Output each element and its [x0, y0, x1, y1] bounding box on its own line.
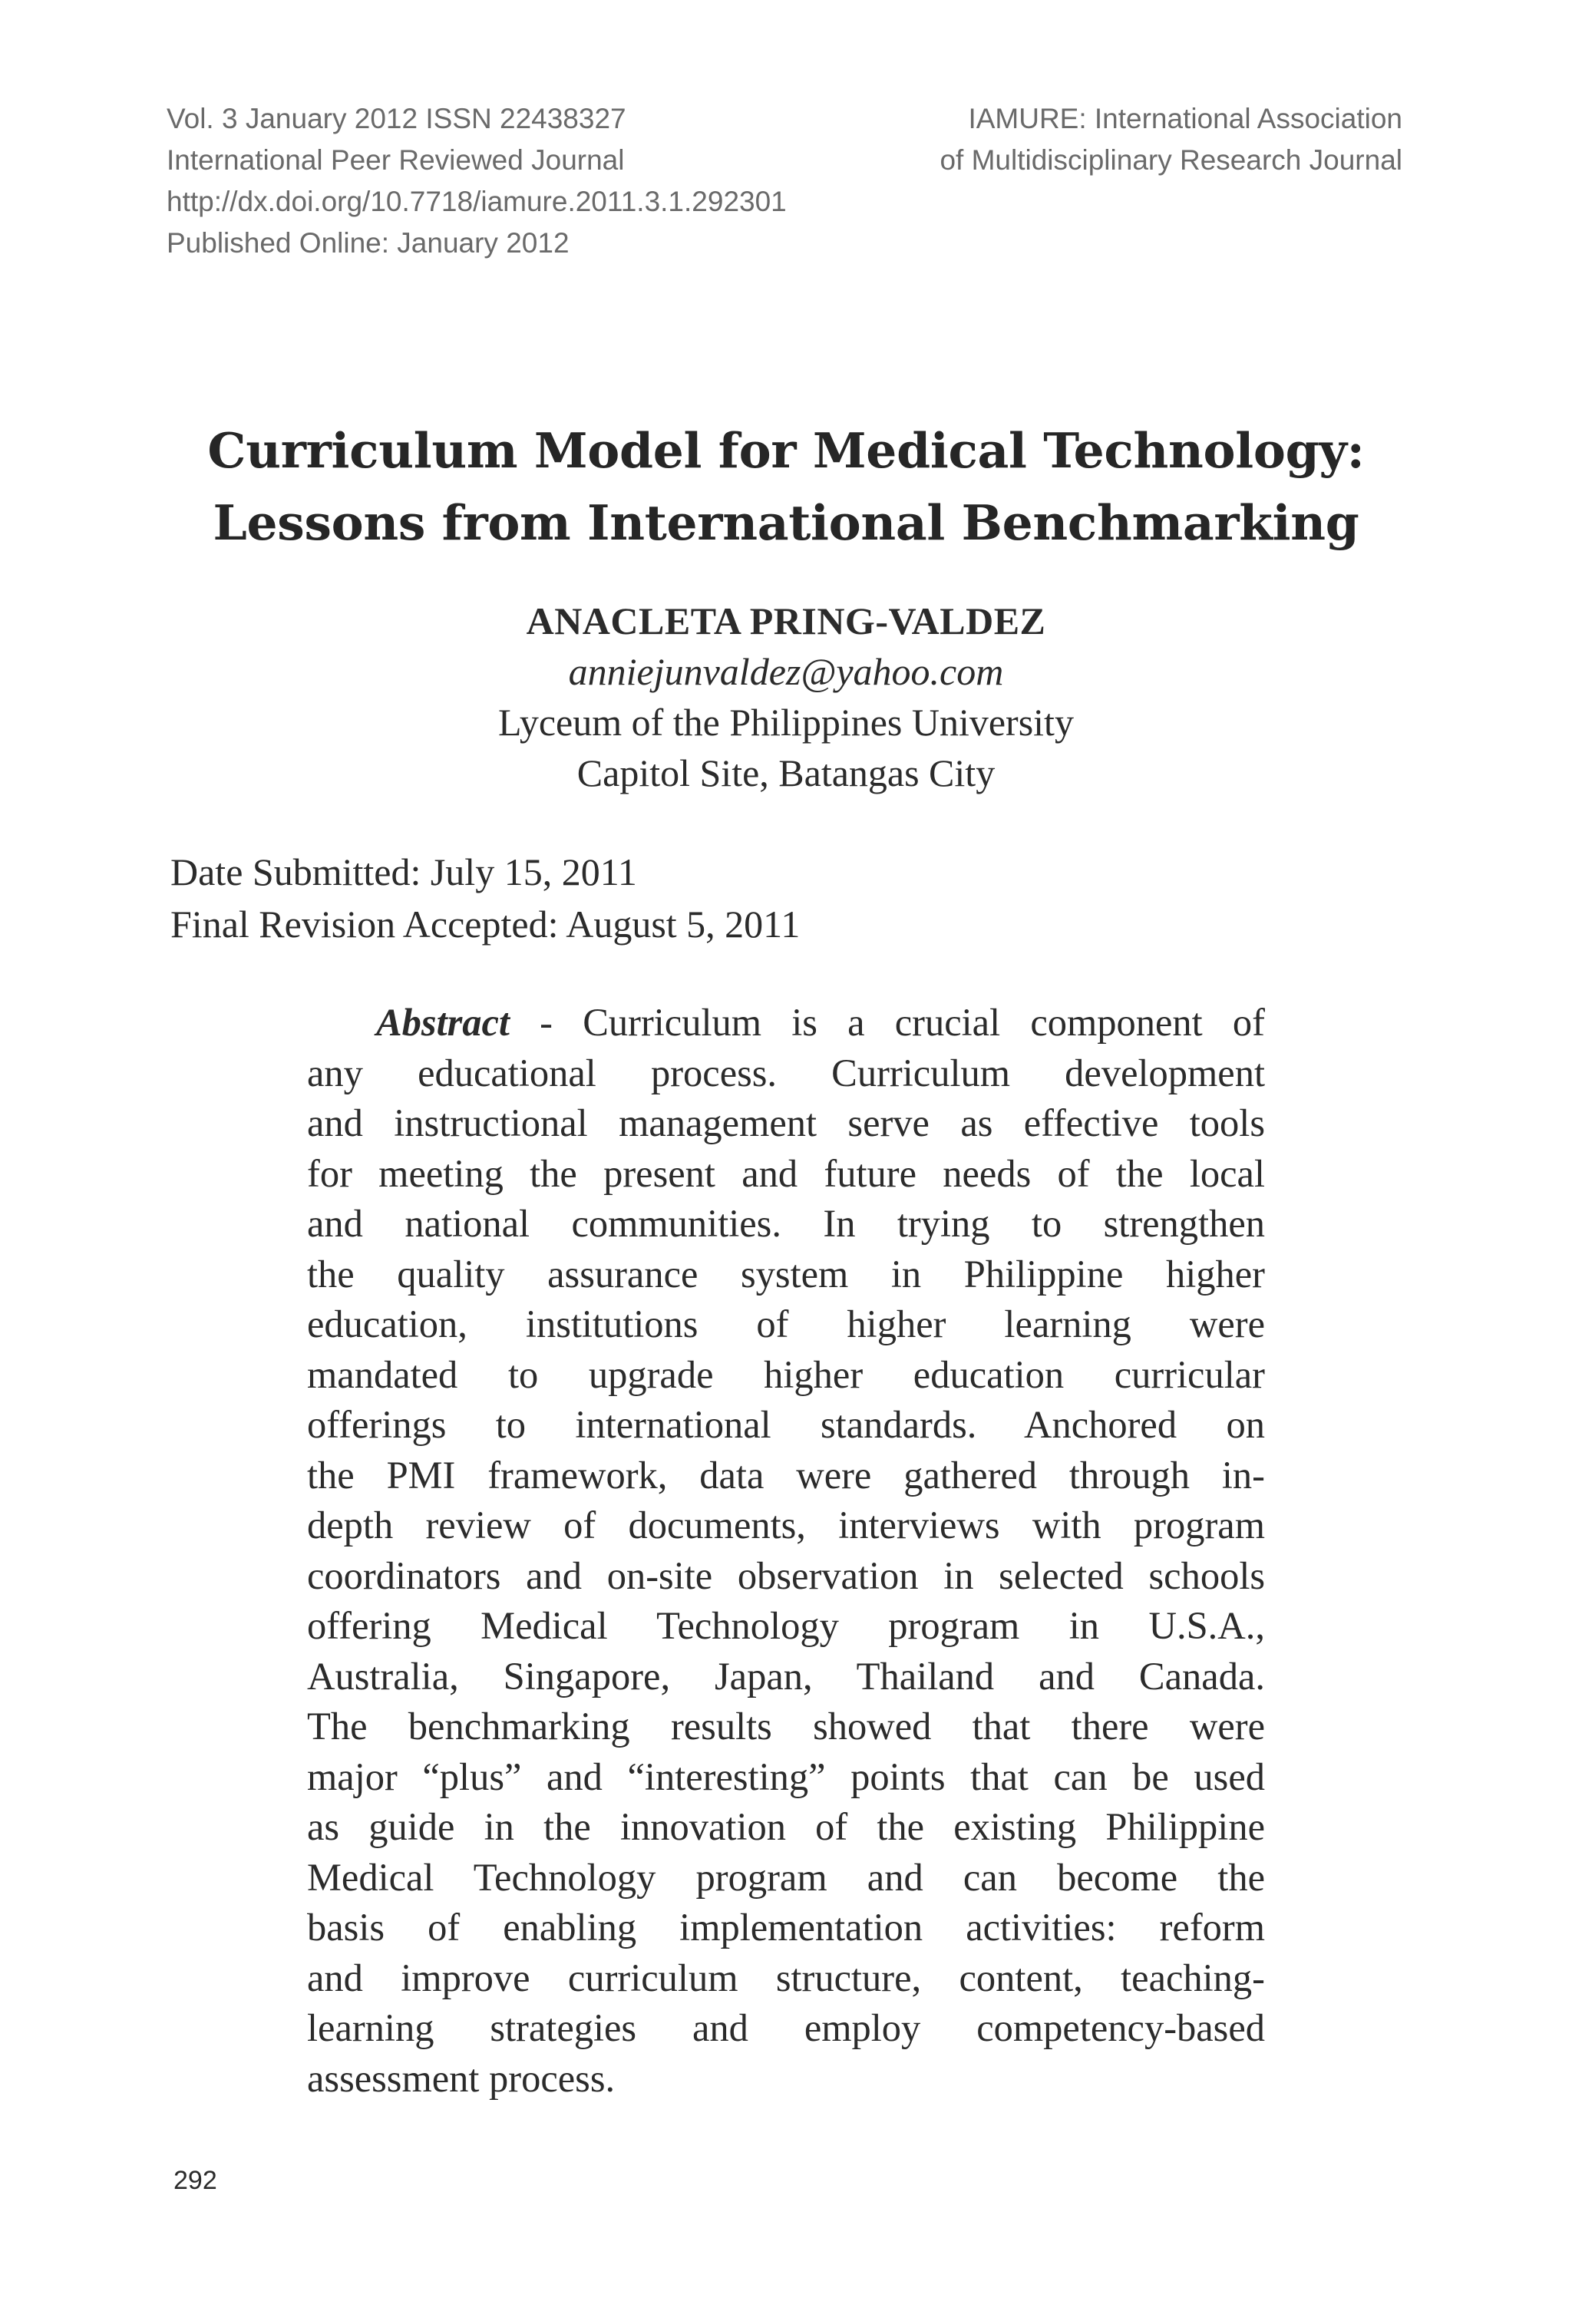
journal-review-type: International Peer Reviewed Journal — [167, 144, 625, 176]
paper-title — [0, 414, 1572, 559]
page-number: 292 — [173, 2166, 217, 2195]
author-location: Capitol Site, Batangas City — [576, 751, 996, 794]
journal-published-online: Published Online: January 2012 — [167, 227, 570, 259]
date-submitted: Date Submitted: July 15, 2011 — [170, 850, 637, 893]
journal-name-line-1: IAMURE: International Association — [968, 103, 1402, 134]
journal-name-block — [940, 98, 1402, 181]
date-accepted: Final Revision Accepted: August 5, 2011 — [170, 903, 801, 946]
abstract-line: Medical Technology program and can become the — [307, 1855, 1265, 1899]
abstract-line: and instructional management serve as effective tools — [307, 1101, 1265, 1144]
author-block — [0, 596, 1572, 798]
abstract-line: depth review of documents, interviews with program — [307, 1504, 1265, 1547]
abstract-line: the PMI framework, data were gathered through in- — [307, 1453, 1265, 1497]
abstract-line: any educational process. Curriculum development — [307, 1051, 1265, 1094]
submission-dates — [170, 846, 800, 950]
paper-title-line-1: Curriculum Model for Medical Technology: — [207, 422, 1365, 479]
abstract-line: the quality assurance system in Philippine higher — [307, 1252, 1265, 1296]
journal-name-line-2: of Multidisciplinary Research Journal — [940, 144, 1402, 176]
abstract-first-line-text: - Curriculum is a crucial component of — [509, 1001, 1265, 1044]
author-affiliation: Lyceum of the Philippines University — [498, 701, 1074, 744]
abstract-line — [307, 998, 1265, 1048]
journal-doi: http://dx.doi.org/10.7718/iamure.2011.3.1.292301 — [167, 186, 787, 217]
abstract-line: basis of enabling implementation activities: reform — [307, 1906, 1265, 1949]
paper-title-line-2: Lessons from International Benchmarking — [213, 494, 1359, 551]
abstract-line: assessment process. — [307, 2056, 616, 2100]
abstract-line: Australia, Singapore, Japan, Thailand and Canada. — [307, 1654, 1265, 1698]
abstract-line: and national communities. In trying to strengthen — [307, 1202, 1265, 1245]
author-name: ANACLETA PRING-VALDEZ — [526, 599, 1046, 642]
abstract — [307, 998, 1265, 2104]
abstract-label: Abstract — [376, 1001, 510, 1044]
abstract-line: as guide in the innovation of the existing Philippine — [307, 1805, 1265, 1848]
abstract-line: The benchmarking results showed that there were — [307, 1705, 1265, 1748]
abstract-line: learning strategies and employ competency-based — [307, 2006, 1265, 2049]
abstract-line: offerings to international standards. Anchored on — [307, 1403, 1265, 1446]
journal-info-block — [167, 98, 787, 264]
abstract-line: and improve curriculum structure, content, teaching- — [307, 1956, 1265, 1999]
abstract-line: coordinators and on-site observation in selected schools — [307, 1553, 1265, 1597]
author-email: anniejunvaldez@yahoo.com — [568, 650, 1004, 693]
abstract-line: mandated to upgrade higher education curricular — [307, 1352, 1265, 1396]
abstract-line: major “plus” and “interesting” points that can be used — [307, 1755, 1265, 1798]
abstract-line: offering Medical Technology program in U.S.A., — [307, 1604, 1265, 1647]
abstract-line: education, institutions of higher learning were — [307, 1302, 1265, 1345]
journal-volume-issn: Vol. 3 January 2012 ISSN 22438327 — [167, 103, 626, 134]
abstract-line: for meeting the present and future needs of the local — [307, 1151, 1265, 1195]
